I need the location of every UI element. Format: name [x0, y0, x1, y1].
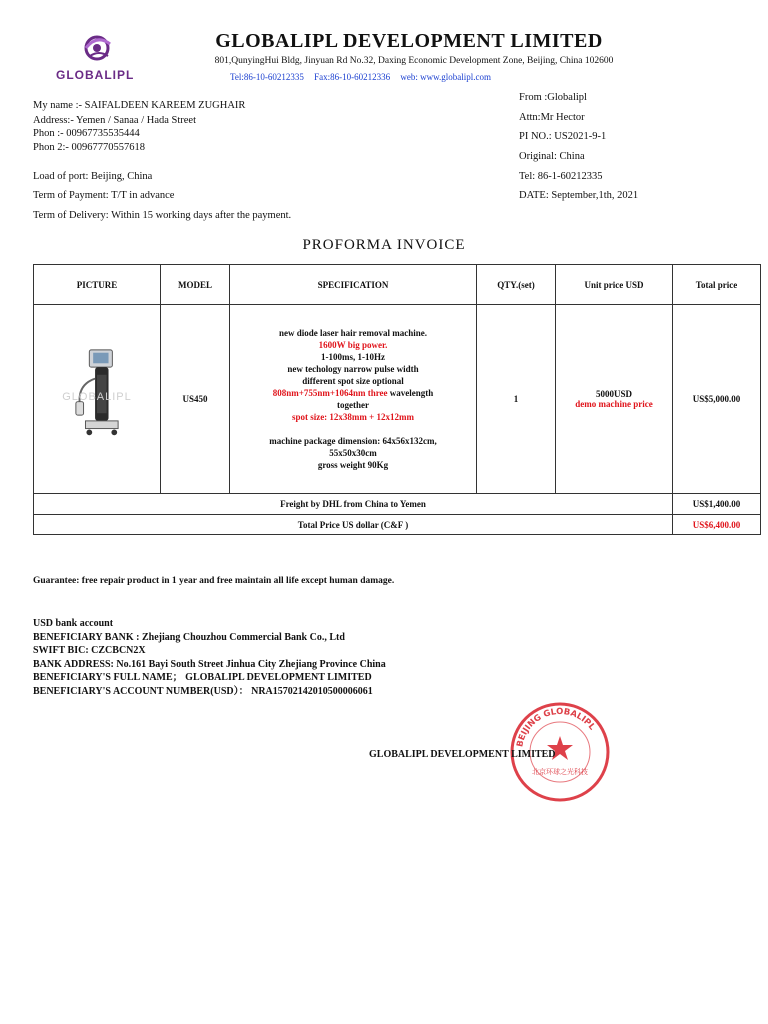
- specification-cell: [230, 305, 477, 494]
- image-watermark: GLOBALIPL: [62, 391, 132, 403]
- seller-tel: Tel: 86-1-60212335: [519, 171, 603, 182]
- spec-line: spot size: 12x38mm + 12x12mm: [291, 412, 415, 422]
- freight-value: US$1,400.00: [673, 494, 761, 515]
- logo-text: GLOBALIPL: [56, 68, 135, 82]
- model-cell: US450: [161, 305, 230, 494]
- invoice-table: [33, 264, 761, 535]
- spec-line: 55x50x30cm: [329, 448, 377, 458]
- delivery-term: Term of Delivery: Within 15 working days after the payment.: [33, 210, 292, 221]
- beneficiary-bank: BENEFICIARY BANK : Zhejiang Chouzhou Commercial Bank Co., Ltd: [33, 631, 345, 643]
- total-label: Total Price US dollar (C&F ): [34, 515, 673, 535]
- spec-line: new diode laser hair removal machine.: [279, 328, 427, 338]
- beneficiary-name: BENEFICIARY'S FULL NAME； GLOBALIPL DEVELOPMENT LIMITED: [33, 672, 372, 683]
- header-model: MODEL: [161, 265, 230, 305]
- header-total-price: Total price: [673, 265, 761, 305]
- spec-line: machine package dimension: 64x56x132cm,: [269, 436, 437, 446]
- company-web[interactable]: web: www.globalipl.com: [400, 72, 492, 82]
- total-price-cell: US$5,000.00: [673, 305, 761, 494]
- signature-company: GLOBALIPL DEVELOPMENT LIMITED: [369, 749, 556, 760]
- header-qty: QTY.(set): [477, 265, 556, 305]
- pi-number: PI NO.: US2021-9-1: [519, 131, 607, 142]
- stamp-outer-text: BEIJING GLOBALIPL: [515, 706, 597, 748]
- total-row: [34, 515, 761, 535]
- seller-from: From :Globalipl: [519, 92, 587, 103]
- bank-title: USD bank account: [33, 618, 114, 629]
- spec-line: gross weight 90Kg: [317, 460, 389, 470]
- spec-line: [233, 387, 473, 399]
- header-unit-price: Unit price USD: [556, 265, 673, 305]
- spec-wavelength-black: wavelength: [387, 388, 434, 398]
- seller-attn: Attn:Mr Hector: [519, 112, 585, 123]
- spec-line: new techology narrow pulse width: [287, 364, 419, 374]
- swift-code: SWIFT BIC: CZCBCN2X: [33, 645, 146, 656]
- table-header-row: [34, 265, 761, 305]
- bank-details: [33, 617, 386, 698]
- company-contact: [230, 72, 499, 82]
- origin: Original: China: [519, 151, 585, 162]
- spec-line: different spot size optional: [302, 376, 404, 386]
- spec-line: 1-100ms, 1-10Hz: [321, 352, 385, 362]
- company-tel: Tel:86-10-60212335: [230, 72, 304, 82]
- picture-cell: [34, 305, 161, 494]
- table-row: [34, 305, 761, 494]
- payment-term: Term of Payment: T/T in advance: [33, 190, 175, 201]
- unit-price-note: demo machine price: [575, 399, 653, 409]
- guarantee-text: Guarantee: free repair product in 1 year and free maintain all life except human damage.: [33, 576, 395, 586]
- freight-row: [34, 494, 761, 515]
- unit-price: 5000USD: [595, 389, 632, 399]
- company-name: GLOBALIPL DEVELOPMENT LIMITED: [215, 30, 603, 52]
- company-fax: Fax:86-10-60212336: [314, 72, 391, 82]
- invoice-title: PROFORMA INVOICE: [302, 237, 466, 253]
- buyer-address: Address:- Yemen / Sanaa / Hada Street: [33, 115, 197, 126]
- header-picture: PICTURE: [34, 265, 161, 305]
- buyer-phone-1: Phon :- 00967735535444: [33, 128, 140, 139]
- buyer-phone-2: Phon 2:- 00967770557618: [33, 142, 146, 153]
- freight-label: Freight by DHL from China to Yemen: [34, 494, 673, 515]
- svg-text:BEIJING GLOBALIPL: [515, 707, 597, 748]
- spec-wavelength-red: 808nm+755nm+1064nm three: [272, 388, 388, 398]
- spec-line: 1600W big power.: [318, 340, 388, 350]
- bank-address: BANK ADDRESS: No.161 Bayi South Street Jinhua City Zhejiang Province China: [33, 658, 386, 670]
- company-address: 801,QunyingHui Bldg, Jinyuan Rd No.32, Daxing Economic Development Zone, Beijing, China 102600: [214, 56, 614, 66]
- beneficiary-account: BENEFICIARY'S ACCOUNT NUMBER(USD）： NRA15702142010500006061: [33, 685, 373, 697]
- qty-cell: 1: [477, 305, 556, 494]
- stamp-inner-text: 北京环球之光科技: [532, 768, 588, 776]
- header-specification: SPECIFICATION: [230, 265, 477, 305]
- unit-price-cell: [556, 305, 673, 494]
- invoice-date: DATE: September,1th, 2021: [519, 190, 639, 201]
- load-port: Load of port: Beijing, China: [33, 171, 153, 182]
- total-value: US$6,400.00: [673, 515, 761, 535]
- buyer-name: My name :- SAIFALDEEN KAREEM ZUGHAIR: [33, 100, 246, 111]
- spec-line: together: [337, 400, 369, 410]
